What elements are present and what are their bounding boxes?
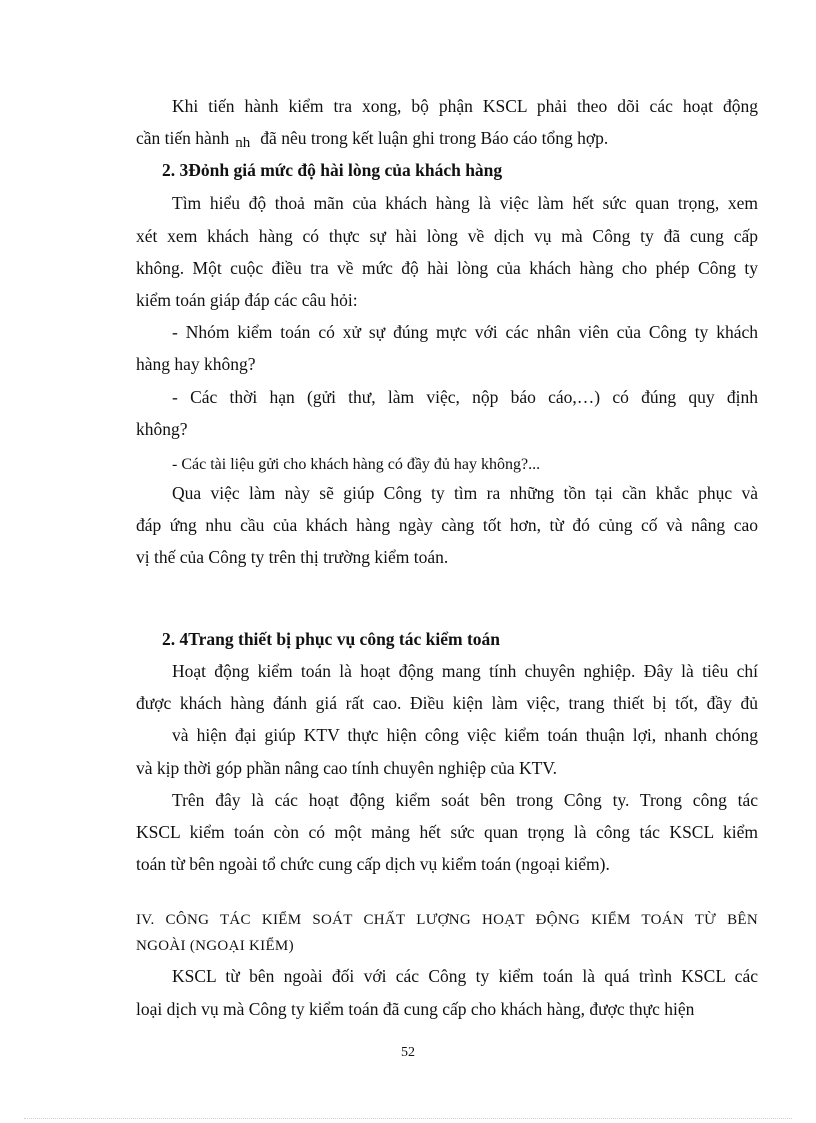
bullet-line: - Các tài liệu gửi cho khách hàng có đầy đủ hay không?... (172, 456, 541, 473)
paragraph-line: Tìm hiểu độ thoả mãn của khách hàng là việc làm hết sức quan trọng, xem (172, 193, 758, 213)
text-span: cần tiến hành (136, 128, 230, 148)
section-heading-2-3: 2. 3Đỏnh giá mức độ hài lòng của khách hàng (162, 160, 503, 180)
paragraph-line: Qua việc làm này sẽ giúp Công ty tìm ra những tồn tại cần khắc phục và (172, 483, 758, 503)
paragraph-line: Hoạt động kiểm toán là hoạt động mang tính chuyên nghiệp. Đây là tiêu chí (172, 661, 758, 681)
page-bottom-divider (24, 1118, 792, 1119)
paragraph-line: Khi tiến hành kiểm tra xong, bộ phận KSCL phải theo dõi các hoạt động (172, 96, 758, 116)
paragraph-line: vị thế của Công ty trên thị trường kiểm toán. (136, 547, 449, 567)
paragraph-line (136, 126, 758, 152)
paragraph-line: kiểm toán giáp đáp các câu hỏi: (136, 290, 358, 310)
paragraph-line: được khách hàng đánh giá rất cao. Điều kiện làm việc, trang thiết bị tốt, đầy đủ (136, 693, 758, 713)
paragraph-line: KSCL từ bên ngoài đối với các Công ty kiểm toán là quá trình KSCL các (172, 966, 758, 986)
section-heading-2-4: 2. 4Trang thiết bị phục vụ công tác kiểm toán (162, 629, 501, 649)
paragraph-line: Trên đây là các hoạt động kiểm soát bên trong Công ty. Trong công tác (172, 790, 758, 810)
paragraph-line: hàng hay không? (136, 354, 256, 374)
paragraph-line: và hiện đại giúp KTV thực hiện công việc kiểm toán thuận lợi, nhanh chóng (172, 725, 758, 745)
chapter-heading-iv-cont: NGOÀI (NGOẠI KIỂM) (136, 938, 294, 954)
paragraph-line: xét xem khách hàng có thực sự hài lòng về dịch vụ mà Công ty đã cung cấp (136, 226, 758, 246)
chapter-heading-iv: IV. CÔNG TÁC KIỂM SOÁT CHẤT LƯỢNG HOẠT ĐỘNG KIỂM TOÁN TỪ BÊN (136, 912, 758, 928)
paragraph-line: và kịp thời góp phần nâng cao tính chuyên nghiệp của KTV. (136, 758, 558, 778)
bullet-line: - Nhóm kiểm toán có xử sự đúng mực với các nhân viên của Công ty khách (172, 322, 758, 342)
text-span: đã nêu trong kết luận ghi trong Báo cáo tổng hợp. (260, 128, 609, 148)
paragraph-line: không? (136, 419, 188, 439)
paragraph-line: không. Một cuộc điều tra về mức độ hài lòng của khách hàng cho phép Công ty (136, 258, 758, 278)
paragraph-line: loại dịch vụ mà Công ty kiểm toán đã cung cấp cho khách hàng, được thực hiện (136, 999, 695, 1019)
stray-fragment: nh (235, 135, 251, 151)
paragraph-line: KSCL kiểm toán còn có một mảng hết sức quan trọng là công tác KSCL kiểm (136, 822, 758, 842)
paragraph-line: đáp ứng nhu cầu của khách hàng ngày càng tốt hơn, từ đó củng cố và nâng cao (136, 515, 758, 535)
bullet-line: - Các thời hạn (gửi thư, làm việc, nộp báo cáo,…) có đúng quy định (172, 387, 758, 407)
paragraph-line: toán từ bên ngoài tổ chức cung cấp dịch vụ kiểm toán (ngoại kiểm). (136, 854, 610, 874)
page-number: 52 (401, 1045, 415, 1060)
